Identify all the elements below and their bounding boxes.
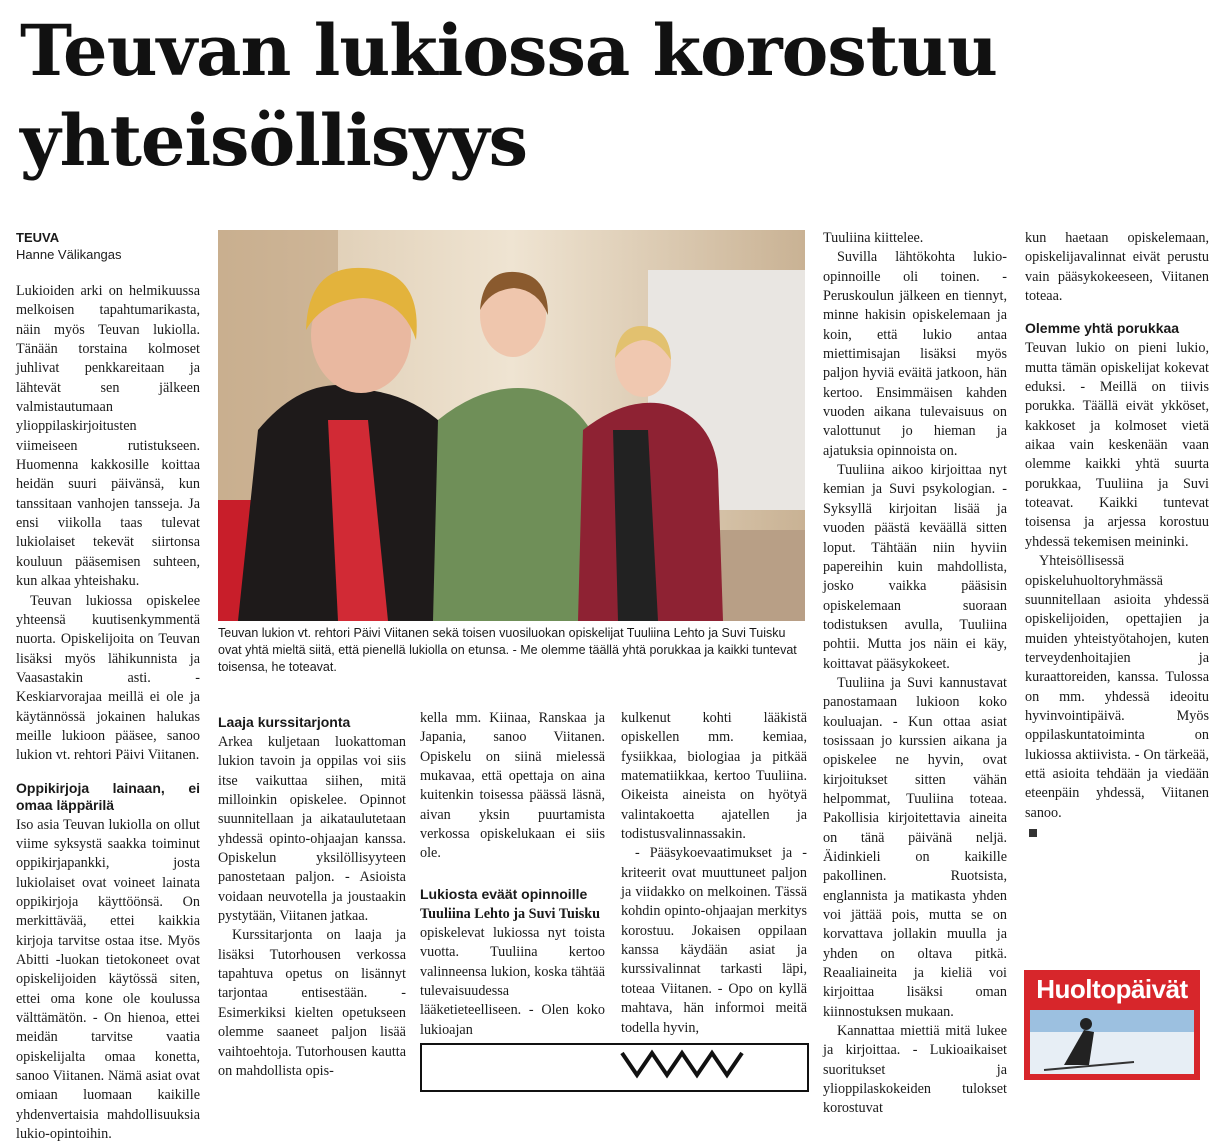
paragraph: Teuvan lukiossa opiskelee yhteensä kuutisenkymmentä nuorta. Opiskelijoita on Teuvan lisäksi myös lähikunnista ja Vaasastakin asti. - Keskiarvorajaa meillä ei ole ja käytännössä jokainen halukas meille lukioon pääsee, sanoo lukion vt. rehtori Päivi Viitanen.: [16, 592, 200, 764]
column-1: [16, 229, 200, 1144]
subheading: Oppikirjoja lainaan, ei omaa läppärilä: [16, 779, 200, 813]
photo-illustration: [218, 230, 805, 621]
byline-place: TEUVA: [16, 230, 60, 245]
paragraph: Yhteisöllisessä opiskeluhuoltoryhmässä suunnitellaan asioita yhdessä opiskelijoiden, opettajien ja muiden yhteistyötahojen, kuten terveydenhoitajien ja kuraattoreiden, kanssa. Tulossa on mm. yhdessä ideoitu hyvinvointipäivä. Myös oppilaskuntatoiminta on lukiossa aktiivista. - On tärkeää, että asioita tehdään ja viedään eteenpäin yhdessä, Viitanen sanoo.: [1025, 553, 1209, 821]
paragraph: kun haetaan opiskelemaan, opiskelijavalinnat eivät perustu vain pääsykokeeseen, Viitanen toteaa.: [1025, 230, 1209, 305]
paragraph: Suvilla lähtökohta lukio-opinnoille oli toinen. - Peruskoulun jälkeen en tiennyt, minne hakisin opiskelemaan ja koin, että lukio antaa miettimisajan lisäksi myös paljon hyviä eväitä jatkoon, hän kertoo. Ensimmäisen kahden vuoden aikana tulevaisuus on valottunut jo hieman ja ajatuksia opinnoista on.: [823, 249, 1007, 459]
headline-line-1: Teuvan lukiossa korostuu: [20, 9, 997, 92]
paragraph: Teuvan lukio on pieni lukio, mutta tämän opiskelijat kokevat eduksi. - Meillä on tiivis porukka. Täällä eivät ykköset, kakkoset ja kolmoset vietä aikaa vain keskenään vaan olemme kaikki yhtä suurta porukkaa, Tuuliina ja Suvi toteavat. Kaikki tuntevat toisensa ja arjessa korostuu yhdessä tekemisen meininki.: [1025, 340, 1209, 550]
column-3: [420, 709, 605, 1040]
subheading: Lukiosta eväät opinnoille: [420, 885, 588, 902]
zigzag-ornament: [422, 1045, 807, 1090]
end-mark: [1029, 829, 1037, 837]
paragraph: Tuuliina aikoo kirjoittaa nyt kemian ja Suvi psykologian. - Syksyllä kirjoitan lisää ja vuoden päästä keväällä sitten loput. Tähtään niin hyviin papereihin kuin mahdollista, josko vaikka pääsisin opiskelemaan suoraan todistuksen avulla, Tuuliina pohtii. Mutta jos näin ei käy, koittavat pääsykokeet.: [823, 462, 1007, 672]
byline: [16, 229, 200, 263]
photo-caption: Teuvan lukion vt. rehtori Päivi Viitanen sekä toisen vuosiluokan opiskelijat Tuuliina Lehto ja Suvi Tuisku ovat yhtä mieltä siitä, että pienellä lukiolla on etunsa. - Me olemme täällä yhtä porukkaa ja kaikki tuntevat toisensa, he toteavat.: [218, 626, 797, 674]
paragraph: Kurssitarjonta on laaja ja lisäksi Tutorhousen verkossa tapahtuva opetus on lisännyt tarjontaa entisestään. - Esimerkiksi kielten opetukseen olemme saaneet paljon lisää vaihtoehtoja. Tutorhousen kautta on mahdollista opis-: [218, 927, 406, 1079]
subheading: Laaja kurssitarjonta: [218, 714, 351, 730]
ad-title: Huoltopäivät: [1036, 974, 1188, 1004]
ad-huoltopaivat[interactable]: [1024, 970, 1200, 1080]
paragraph: - Pääsykoevaatimukset ja -kriteerit ovat muuttuneet paljon ja viidakko on melkoinen. Tässä kohdin opinto-ohjaajan merkitys korostuu. Jokaisen oppilaan kanssa käydään asiat ja kurssivalinnat tarkasti läpi, toteaa Viitanen. - Opo on kyllä mahtava, hän informoi meitä todella hyvin,: [621, 845, 807, 1036]
paragraph: Lukioiden arki on helmikuussa melkoisen tapahtumarikasta, näin myös Teuvan lukiolla. Tänään torstaina kolmoset juhlivat penkkareitaan ja lähtevät sen jälkeen valmistautumaan ylioppilaskirjoitusten viimeiseen rutistukseen. Huomenna kakkosille koittaa heidän suuri päivänsä, kun tanssitaan vanhojen tansseja. Ja ensi viikolla taas tulevat lukiolaiset tekevät siirtonsa kouluun pääsemisen suhteen, kun alkaa yhteishaku.: [16, 283, 200, 590]
headline-line-2: yhteisöllisyys: [20, 99, 528, 182]
column-5: [823, 229, 1007, 1119]
paragraph: Tuuliina kiittelee.: [823, 230, 924, 246]
paragraph: Tuuliina ja Suvi kannustavat panostamaan lukioon koko kouluajan. - Kun ottaa asiat tosissaan jo kurssien aikana ja opiskelee ne hyvin, ovat kirjoitukset sitten vähän helpommat, Tuuliina toteaa. Pakollisia kirjoitettavia aineita on tänä päivänä neljä. Äidinkieli on kaikille pakollinen. Ruotsista, englannista ja matikasta yhden voi jättää pois, mutta se on korvattava jollakin muulla ja yhden on oltava pitkä. Reaaliaineita ja kieliä voi kirjoittaa lisäksi oman kiinnostuksen mukaan.: [823, 674, 1007, 1020]
ad-illustration: [1024, 970, 1200, 1080]
paragraph: opiskelevat lukiossa nyt toista vuotta. Tuuliina kertoo valinneensa lukion, koska tähtää tulevaisuudessa lääketieteelliseen. - Olen koko lukioajan: [420, 925, 605, 1038]
byline-author: Hanne Välikangas: [16, 247, 122, 262]
paragraph: Kannattaa miettiä mitä lukee ja kirjoittaa. - Lukioaikaiset suoritukset ja ylioppilaskokeiden tulokset korostuvat: [823, 1023, 1007, 1117]
headline: [20, 6, 1020, 186]
paragraph: Arkea kuljetaan luokattoman lukion tavoin ja oppilas voi siis itse vaikuttaa siihen, mitä milloinkin opiskelee. Opinnot suunnitellaan ja aikataulutetaan yhdessä opinto-ohjaajan kanssa. Opiskelun yksilöllisyyteen panostetaan paljon. - Asioista voidaan neuvotella ja joustaakin pystytään, Viitanen jatkaa.: [218, 734, 406, 925]
column-6: [1025, 229, 1209, 842]
names-lead: Tuuliina Lehto ja Suvi Tuisku: [420, 905, 601, 922]
paragraph: Iso asia Teuvan lukiolla on ollut viime syksystä saakka toiminut oppikirjapankki, josta lukiolaiset ovat voineet lainata oppikirjoja käyttöönsä. On merkittävää, ettei kaikkia kirjoja tarvitse ostaa itse. Myös Abitti -luokan tietokoneet ovat opiskelijoiden käytössä siten, ettei oma kone ole koulussa välttämätön. - On hienoa, ettei meidän tarvitse vaatia opiskelijalta omaa konetta, sanoo Viitanen. Nämä asiat ovat omiaan luomaan kaikille yhdenvertaisia mahdollisuuksia lukio-opintoihin.: [16, 816, 200, 1143]
bottom-box: [420, 1043, 809, 1092]
subheading: Olemme yhtä porukkaa: [1025, 320, 1180, 337]
column-4: [621, 709, 807, 1038]
paragraph: kulkenut kohti lääkistä opiskellen mm. kemiaa, fysiikkaa, biologiaa ja pitkää matematiikkaa, kertoo Tuuliina. Oikeista aineista on hyötyä valintakoetta ajatellen ja todistusvalinnassakin.: [621, 710, 807, 843]
paragraph: kella mm. Kiinaa, Ranskaa ja Japania, sanoo Viitanen. Opiskelu on siinä mielessä mukavaa, että opettaja on aina kuitenkin toisessa päässä läsnä, aivan yksin puurtamista verkossa opiskelukaan ei siis ole.: [420, 710, 605, 862]
article-photo: [218, 230, 805, 621]
column-2: [218, 706, 406, 1081]
